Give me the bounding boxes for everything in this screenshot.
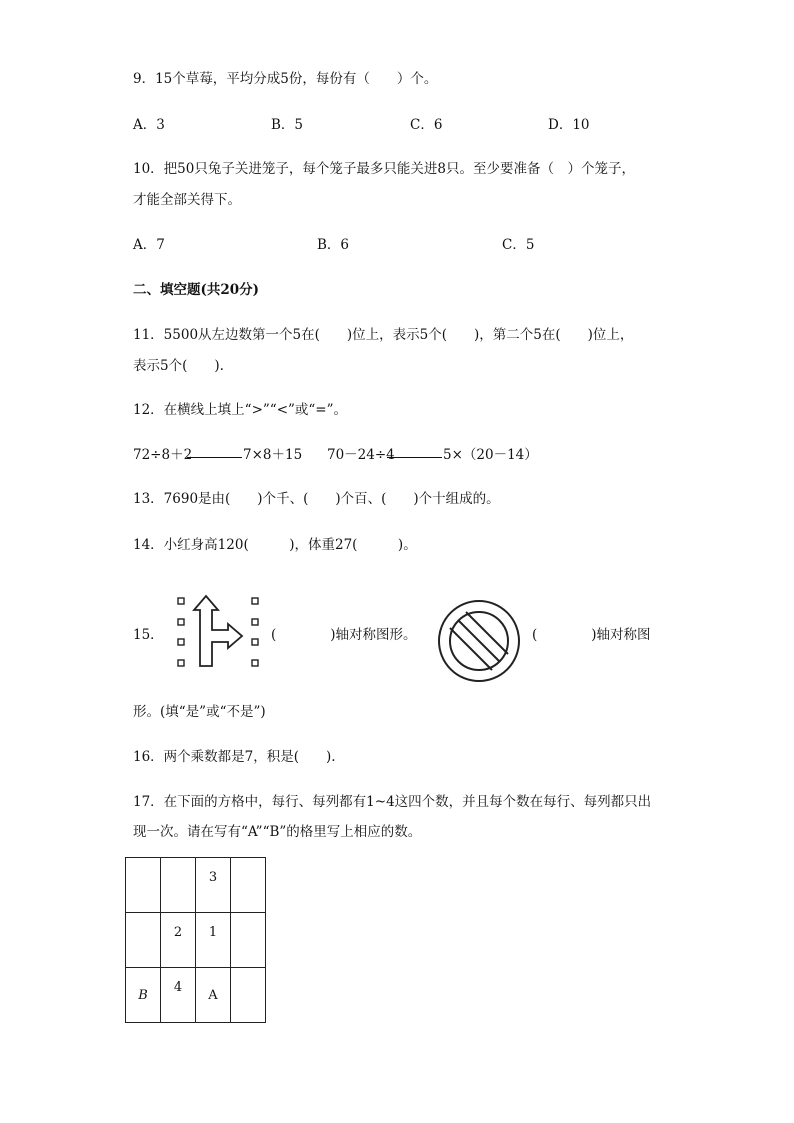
grid-cell: 1 [196, 913, 231, 968]
q10-stem-line1: 10．把50只兔子关进笼子，每个笼子最多只能关进8只。至少要准备（ ）个笼子， [133, 161, 635, 177]
q9-option-b: B．5 [271, 117, 304, 133]
q15-blank2: ( )轴对称图 [532, 627, 651, 643]
q12-stem: 12．在横线上填上“>”“<”或“=”。 [133, 402, 348, 418]
dotted-box-left-2 [178, 619, 184, 625]
grid-row [126, 858, 266, 913]
grid-cell [231, 968, 266, 1023]
q13-stem: 13．7690是由( )个千、( )个百、( )个十组成的。 [133, 491, 500, 507]
dotted-box-right-2 [252, 619, 258, 625]
dotted-box-right-3 [252, 639, 258, 645]
q11-line1: 11．5500从左边数第一个5在( )位上，表示5个( )，第二个5在( )位上， [133, 327, 634, 343]
q10-stem-line2: 才能全部关得下。 [133, 192, 241, 208]
grid-cell: 2 [161, 913, 196, 968]
q15-number: 15． [133, 627, 164, 643]
dotted-box-left-3 [178, 639, 184, 645]
section-title: 二、填空题(共20分) [133, 282, 260, 298]
q16-stem: 16．两个乘数都是7，积是( ). [133, 749, 336, 765]
q9-option-a: A．3 [133, 117, 165, 133]
q10-option-c: C．5 [502, 237, 535, 253]
q15-line2: 形。(填“是”或“不是”) [133, 704, 266, 720]
grid-cell-b: B [126, 968, 161, 1023]
grid-cell [231, 858, 266, 913]
no-entry-sign [436, 598, 522, 684]
q14-stem: 14．小红身高120( )，体重27( )。 [133, 537, 417, 553]
q17-line2: 现一次。请在写有“A”“B”的格里写上相应的数。 [133, 824, 422, 840]
grid-cell [231, 913, 266, 968]
q12-expr1-left: 72÷8＋2 [133, 447, 193, 463]
grid-cell-a: A [196, 968, 231, 1023]
grid-cell: 3 [196, 858, 231, 913]
number-grid [125, 857, 266, 1023]
q11-line2: 表示5个( ). [133, 358, 224, 374]
q9-option-d: D．10 [548, 117, 590, 133]
q10-option-a: A．7 [133, 237, 165, 253]
dotted-box-left-4 [178, 660, 184, 666]
grid-row [126, 913, 266, 968]
q9-stem: 9．15个草莓，平均分成5份，每份有（ ）个。 [133, 71, 438, 87]
dotted-box-right-4 [252, 660, 258, 666]
turn-arrow-icon [194, 596, 242, 666]
arrow-figure [172, 592, 268, 672]
grid-cell [126, 858, 161, 913]
dotted-box-right-1 [252, 598, 258, 604]
q10-option-b: B．6 [317, 237, 350, 253]
q17-line1: 17．在下面的方格中，每行、每列都有1~4这四个数，并且每个数在每行、每列都只出 [133, 794, 652, 810]
grid-row [126, 968, 266, 1023]
q12-expr2-right: 5×（20－14） [443, 447, 538, 463]
q9-option-c: C．6 [410, 117, 443, 133]
q12-blank1[interactable] [187, 457, 242, 458]
q12-expr2-left: 70－24÷4 [327, 447, 395, 463]
grid-cell [126, 913, 161, 968]
grid-cell: 4 [161, 968, 196, 1023]
dotted-box-left-1 [178, 598, 184, 604]
q15-blank1: ( )轴对称图形。 [271, 627, 417, 643]
grid-cell [161, 858, 196, 913]
q12-expr1-right: 7×8＋15 [243, 447, 303, 463]
q12-blank2[interactable] [387, 457, 442, 458]
